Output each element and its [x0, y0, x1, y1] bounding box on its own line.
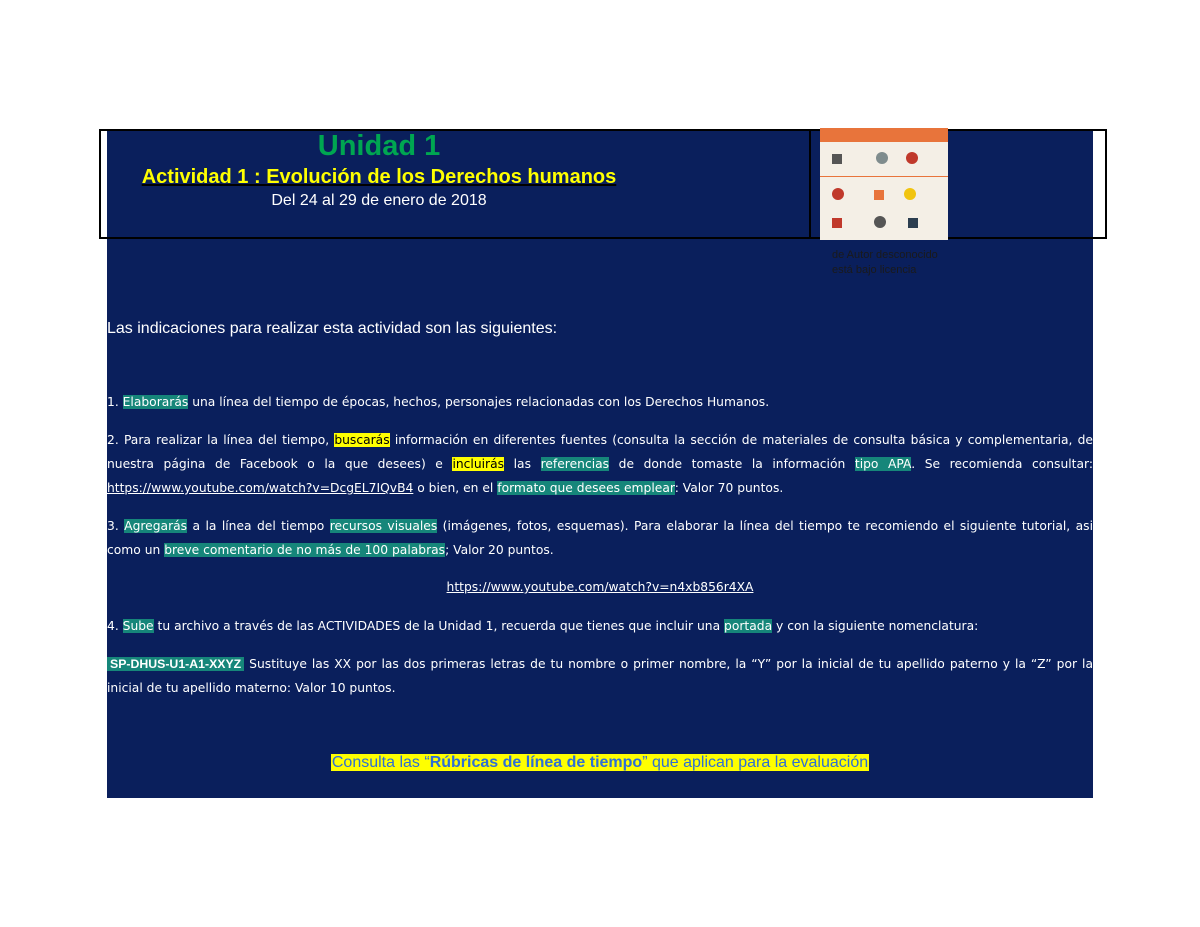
activity-dates: Del 24 al 29 de enero de 2018: [271, 192, 487, 209]
thumbnail-caption: de Autor desconocido está bajo licencia: [832, 249, 938, 276]
activity-title: Actividad 1 : Evolución de los Derechos humanos: [141, 166, 617, 188]
naming-convention: SP-DHUS-U1-A1-XXYZ Sustituye las XX por las dos primeras letras de tu nombre o primer nombre, la “Y” por la inicial de tu apellido paterno y la “Z” por la inicial de tu apellido materno: Valor 10 puntos.: [107, 657, 1093, 695]
instruction-1: 1. Elaborarás una línea del tiempo de épocas, hechos, personajes relacionadas con los Derechos Humanos.: [107, 395, 770, 409]
unit-title: Unidad 1: [317, 130, 441, 162]
instructions-intro: Las indicaciones para realizar esta actividad son las siguientes:: [107, 320, 558, 337]
instruction-4: 4. Sube tu archivo a través de las ACTIVIDADES de la Unidad 1, recuerda que tienes que incluir una portada y con la siguiente nomenclatura:: [107, 619, 979, 633]
header-divider: [809, 129, 811, 239]
rubric-note: Consulta las “Rúbricas de línea de tiempo” que aplican para la evaluación: [331, 754, 869, 771]
tutorial-link-row: [107, 575, 1093, 599]
file-name-code: SP-DHUS-U1-A1-XXYZ: [107, 657, 244, 671]
youtube-link-1[interactable]: https://www.youtube.com/watch?v=DcgEL7IQvB4: [107, 481, 414, 495]
instruction-3: 3. Agregarás a la línea del tiempo recursos visuales (imágenes, fotos, esquemas). Para elaborar la línea del tiempo te recomiendo el siguiente tutorial, asi como un breve comentario de no más de 100 palabras; Valor 20 puntos.: [107, 519, 1093, 557]
youtube-link-2[interactable]: https://www.youtube.com/watch?v=n4xb856r4XA: [446, 580, 754, 594]
instruction-2: 2. Para realizar la línea del tiempo, buscarás información en diferentes fuentes (consulta la sección de materiales de consulta básica y complementaria, de nuestra página de Facebook o la que desees) e incluirás las referencias de donde tomaste la información tipo APA. Se recomienda consultar: https://www.youtube.com/watch?v=DcgEL7IQvB4 o bien, en el formato que desees emplear: Valor 70 puntos.: [107, 433, 1093, 495]
infographic-thumbnail: [820, 128, 948, 240]
